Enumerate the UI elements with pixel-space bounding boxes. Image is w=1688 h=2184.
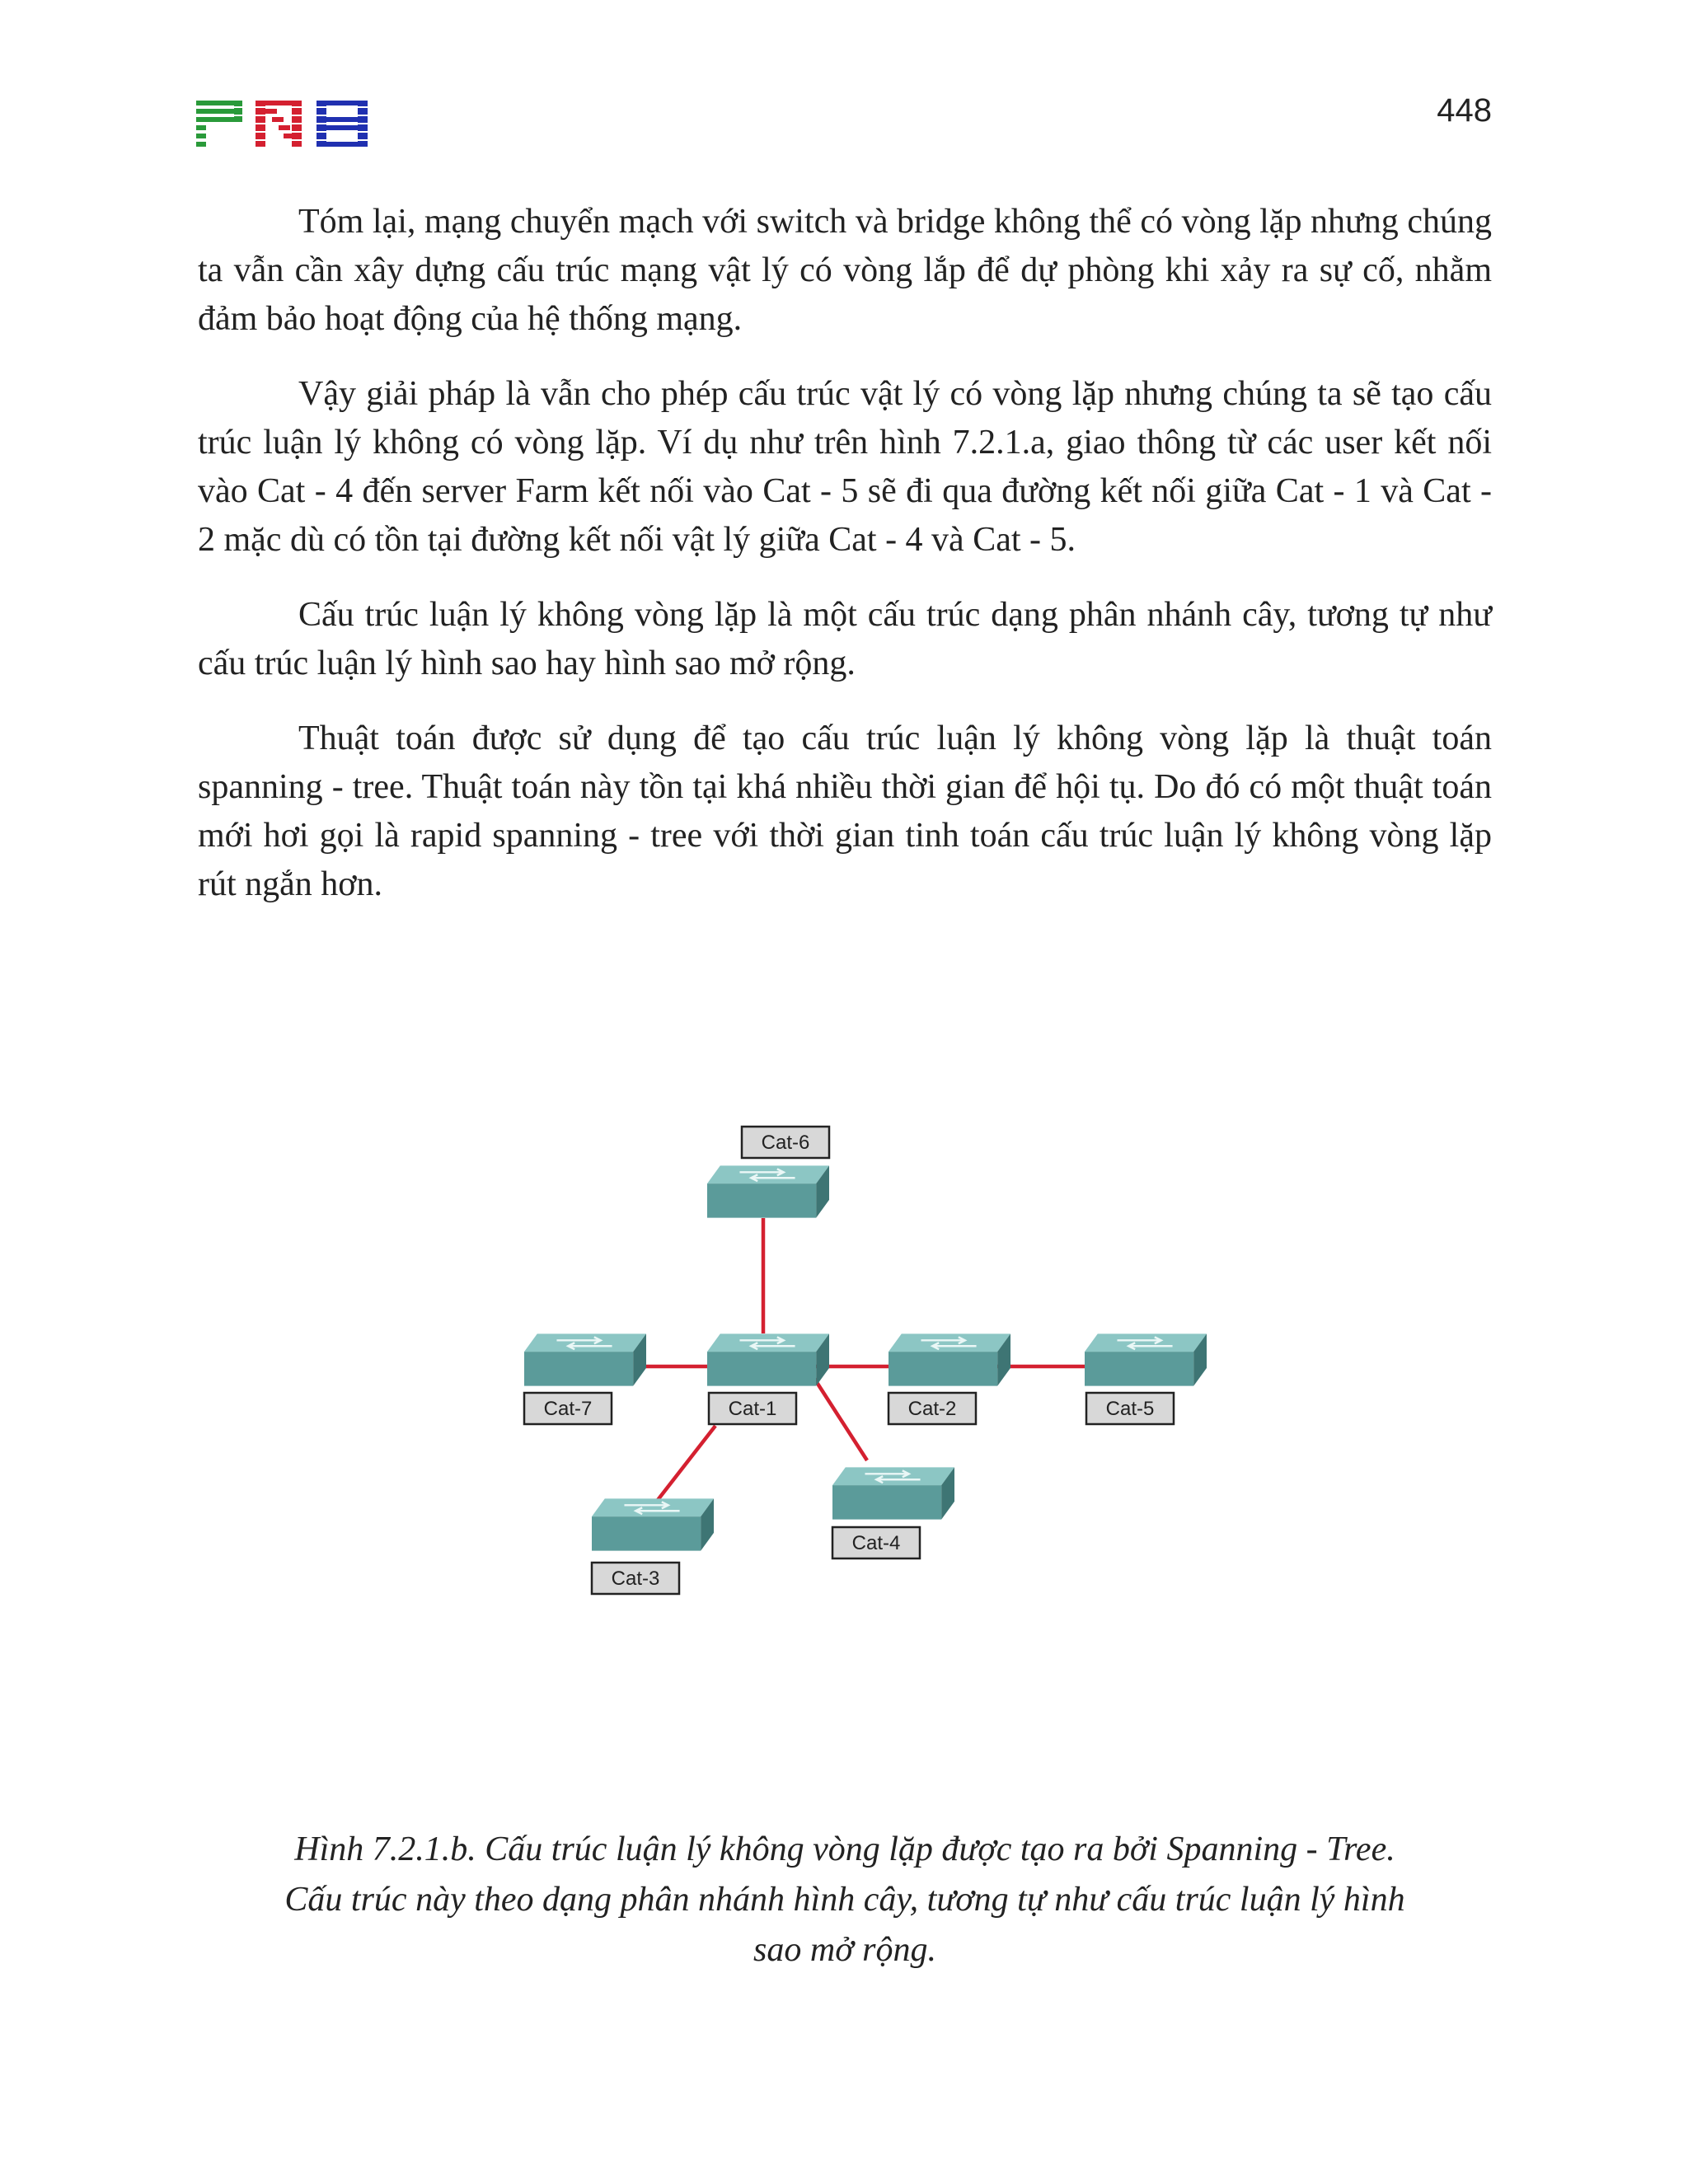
switch-cat7 xyxy=(524,1333,646,1424)
network-diagram xyxy=(495,1104,1236,1615)
label-cat2: Cat-2 xyxy=(907,1398,957,1420)
figure-caption xyxy=(198,1825,1492,1975)
label-cat4: Cat-4 xyxy=(851,1532,901,1554)
paragraph-2: Vậy giải pháp là vẫn cho phép cấu trúc vật lý có vòng lặp nhưng chúng ta sẽ tạo cấu trúc luận lý không có vòng lặp. Ví dụ như trên hình 7.2.1.a, giao thông từ các user kết nối vào Cat - 4 đến server Farm kết nối vào Cat - 5 sẽ đi qua đường kết nối giữa Cat - 1 và Cat - 2 mặc dù có tồn tại đường kết nối vật lý giữa Cat - 4 và Cat - 5. xyxy=(198,375,1492,559)
body-text xyxy=(198,198,1492,935)
label-cat5: Cat-5 xyxy=(1105,1398,1155,1420)
link-cat1-cat3 xyxy=(658,1426,715,1500)
page-number: 448 xyxy=(1437,92,1492,129)
switch-cat4 xyxy=(832,1467,954,1558)
paragraph-3: Cấu trúc luận lý không vòng lặp là một cấu trúc dạng phân nhánh cây, tương tự như cấu trúc luận lý hình sao hay hình sao mở rộng. xyxy=(198,596,1492,682)
caption-line-3: sao mở rộng. xyxy=(753,1931,936,1969)
network-links xyxy=(635,1218,1086,1500)
label-cat7: Cat-7 xyxy=(543,1398,593,1420)
caption-line-2: Cấu trúc này theo dạng phân nhánh hình cây, tương tự như cấu trúc luận lý hình xyxy=(284,1881,1405,1919)
switch-cat3 xyxy=(592,1498,714,1594)
label-cat3: Cat-3 xyxy=(611,1568,660,1590)
link-cat1-cat4 xyxy=(812,1375,867,1460)
paragraph-1: Tóm lại, mạng chuyển mạch với switch và bridge không thể có vòng lặp nhưng chúng ta vẫn cần xây dựng cấu trúc mạng vật lý có vòng lắp để dự phòng khi xảy ra sự cố, nhằm đảm bảo hoạt động của hệ thống mạng. xyxy=(198,203,1492,338)
label-cat6: Cat-6 xyxy=(761,1132,810,1154)
switch-cat6 xyxy=(707,1127,829,1218)
label-cat1: Cat-1 xyxy=(728,1398,777,1420)
pnh-logo xyxy=(196,101,368,147)
spanning-tree-figure xyxy=(495,1104,1236,1615)
switch-cat2 xyxy=(889,1333,1010,1424)
switch-cat5 xyxy=(1085,1333,1207,1424)
caption-line-1: Hình 7.2.1.b. Cấu trúc luận lý không vòng lặp được tạo ra bởi Spanning - Tree. xyxy=(294,1830,1395,1868)
switch-cat1 xyxy=(707,1333,829,1424)
paragraph-4: Thuật toán được sử dụng để tạo cấu trúc luận lý không vòng lặp là thuật toán spanning - tree. Thuật toán này tồn tại khá nhiều thời gian để hội tụ. Do đó có một thuật toán mới hơi gọi là rapid spanning - tree với thời gian tinh toán cấu trúc luận lý không vòng lặp rút ngắn hơn. xyxy=(198,719,1492,903)
